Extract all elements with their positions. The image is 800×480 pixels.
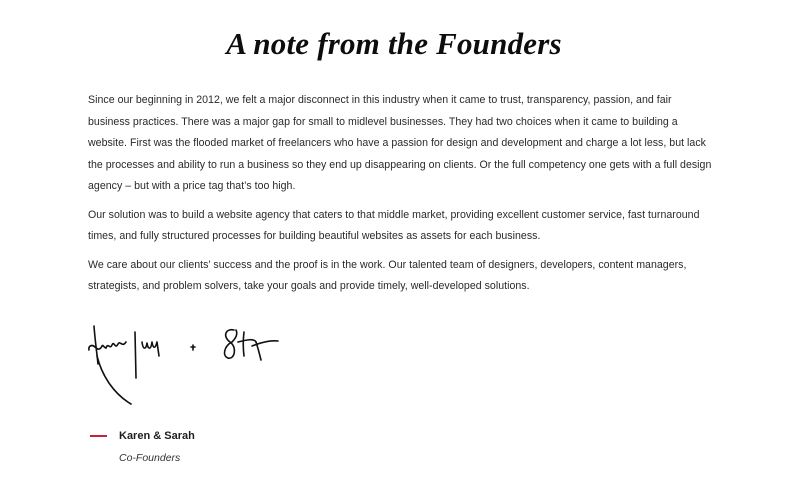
signature-stroke-tail xyxy=(97,356,131,404)
signature-stroke-bar xyxy=(135,332,136,378)
signature-stroke-k-arm xyxy=(89,345,106,350)
signatory-names: Karen & Sarah xyxy=(119,430,195,442)
signature-stroke-s xyxy=(225,330,237,359)
signature-stroke-r xyxy=(252,341,278,360)
paragraph-3: We care about our clients’ success and the proof is in the work. Our talented team of designers, developers, content managers, strategists, and problem solvers, take your goals and provide timely, well-developed solutions. xyxy=(88,258,687,292)
handwritten-signature xyxy=(86,320,286,408)
signature-stroke-aren xyxy=(106,342,126,348)
signature-stroke-plus xyxy=(191,345,195,350)
accent-dash xyxy=(90,435,107,437)
signature-stroke-ley xyxy=(142,342,159,356)
signatory-role: Co-Founders xyxy=(119,452,181,464)
page-title: A note from the Founders xyxy=(226,26,562,61)
paragraph-2: Our solution was to build a website agency that caters to that middle market, providing excellent customer service, fast turnaround times, and fully structured processes for building beautiful websites as assets for each business. xyxy=(88,208,700,242)
paragraph-1: Since our beginning in 2012, we felt a major disconnect in this industry when it came to trust, transparency, passion, and fair business practices. There was a major gap for small to midlevel businesses. They had two choices when it came to building a website. First was the flooded market of freelancers who have a passion for design and development and charge a lot less, but lack the processes and ability to run a business so they end up disappearing on clients. Or the full competency one gets with a full design agency – but with a price tag that’s too high. xyxy=(88,94,712,192)
founders-note-body xyxy=(88,90,714,305)
signature-stroke-t xyxy=(238,332,256,356)
